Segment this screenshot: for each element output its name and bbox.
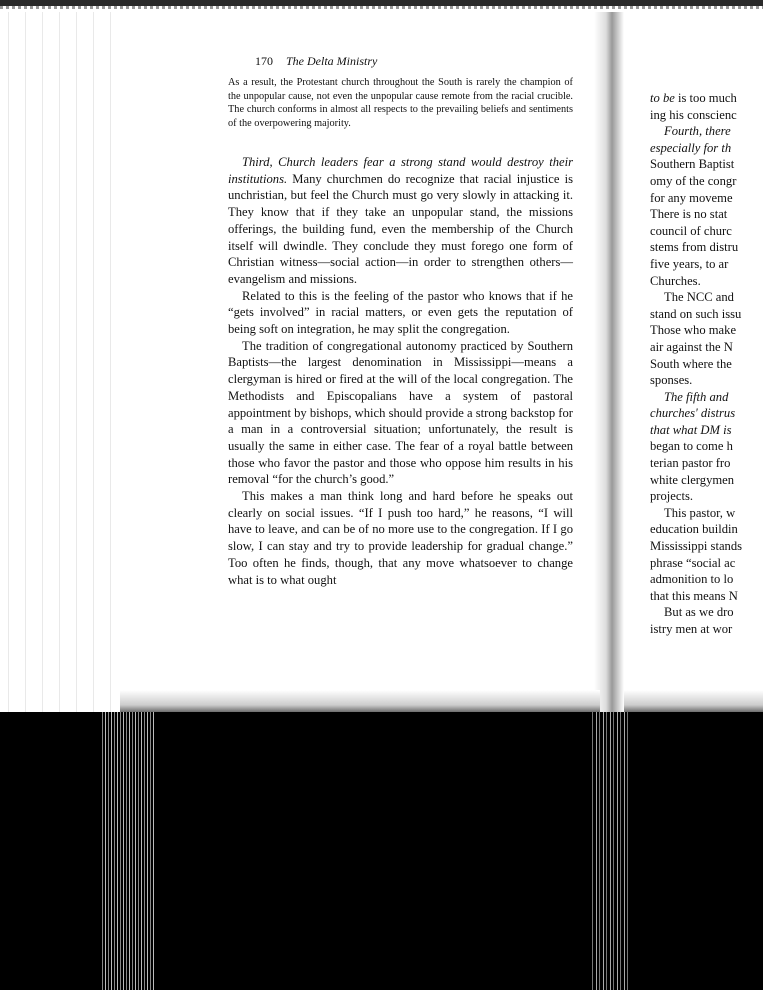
scan-background <box>0 712 763 990</box>
book-gutter <box>594 12 624 712</box>
running-title: The Delta Ministry <box>286 54 378 68</box>
right-page-line: South where the <box>650 356 732 371</box>
right-page-line: began to come h <box>650 439 733 454</box>
lead-paragraph: As a result, the Protestant church throughout the South is rarely the champion of the unpopular cause, not even the unpopular cause remote from the racial crucible. The church conforms in almost all respects to the prevailing beliefs and sentiments of the overpowering majority. <box>228 77 573 129</box>
right-page-line: There is no stat <box>650 207 728 222</box>
paragraph-text: Many churchmen do recognize that racial injustice is unchristian, but feel the Church must go very slowly in attacking it. They know that if they take an unpopular stand, the missions offerings, the building fund, even the membership of the Church itself will dwindle. They conclude they must forego one form of Christian witness—social action—in order to strengthen others—evangelism and missions. <box>228 171 573 286</box>
right-page-line: especially for th <box>650 140 732 155</box>
right-page-line: This pastor, w <box>664 505 736 520</box>
paragraph-tradition <box>228 338 573 488</box>
right-page-line: Mississippi stands <box>650 539 743 554</box>
right-page-line: sponses. <box>650 373 693 388</box>
right-page-line: terian pastor fro <box>650 456 731 471</box>
right-page-line: churches' distrus <box>650 406 736 421</box>
right-page-line: Fourth, there <box>664 124 731 139</box>
right-page-line: Churches. <box>650 273 701 288</box>
right-page-line: istry men at wor <box>650 622 733 636</box>
top-border-dots <box>0 6 763 9</box>
italic-lead: Third, Church leaders fear a strong stand would destroy their institutions. <box>228 155 573 186</box>
right-page-column <box>650 90 763 638</box>
right-page-line: stems from distru <box>650 240 739 255</box>
running-header <box>255 54 377 69</box>
right-page-line: omy of the congr <box>650 173 737 188</box>
right-page-line: that what DM is <box>650 422 732 437</box>
page-number: 170 <box>255 54 273 68</box>
body-text <box>228 154 573 588</box>
right-page-line: admonition to lo <box>650 572 734 587</box>
paragraph-text: The tradition of congregational autonomy practiced by Southern Baptists—the largest denomination in Mississippi—means a clergyman is hired or fired at the will of the local congregation. The Methodists and Episcopalians have a system of pastoral appointment by bishops, which should provide a strong backstop for a man in a controversial situation; unfortunately, the result is usually the same in either case. The fear of a royal battle between those who favor the pastor and those who oppose him results in his removal “for the church’s good.” <box>228 338 573 487</box>
paragraph-text: Related to this is the feeling of the pastor who knows that if he “gets involved” in racial matters, or even gets the reputation of being soft on integration, he may split the congregation. <box>228 288 573 337</box>
right-page-line: The fifth and <box>664 389 729 404</box>
right-page-line: phrase “social ac <box>650 555 736 570</box>
right-page-line: Southern Baptist <box>650 157 735 172</box>
right-page-line: five years, to ar <box>650 256 729 271</box>
paragraph-this-makes <box>228 488 573 588</box>
left-page-stack-edge <box>100 712 155 990</box>
right-page-line: projects. <box>650 489 694 504</box>
right-page-line: that this means N <box>650 588 738 603</box>
right-page-line: for any moveme <box>650 190 733 205</box>
right-page-line: But as we dro <box>664 605 734 620</box>
left-page-edge <box>0 12 118 712</box>
paragraph-related <box>228 288 573 338</box>
paragraph-third <box>228 154 573 288</box>
right-page-line: Those who make <box>650 323 737 338</box>
right-page-line: stand on such issu <box>650 306 742 321</box>
paragraph-text: This makes a man think long and hard before he speaks out clearly on social issues. “If I push too hard,” he reasons, “I will have to leave, and can be of no more use to the congregation. If I go slow, I can stay and try to provide leadership for gradual change.” Too often he finds, though, that any move whatsoever to change what is to what ought <box>228 489 573 587</box>
right-page-line: education buildin <box>650 522 738 537</box>
right-page-line: to be is too much <box>650 91 737 105</box>
right-page-line: air against the N <box>650 339 733 354</box>
right-page-stack-edge <box>590 712 630 990</box>
right-page-line: ing his conscienc <box>650 107 737 122</box>
right-page-line: council of churc <box>650 223 732 238</box>
right-page-line: white clergymen <box>650 472 735 487</box>
right-page-line: The NCC and <box>664 290 734 305</box>
